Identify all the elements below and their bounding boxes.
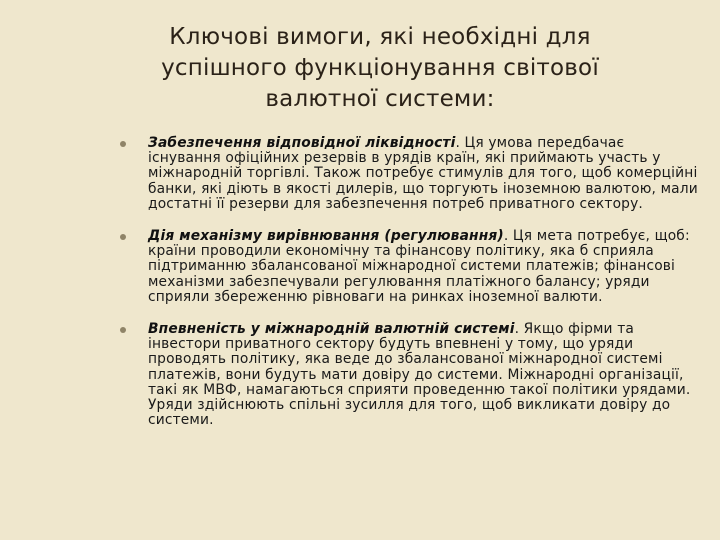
bullet-text: . Ця умова передбачає існування офіційних резервів в урядів країн, які приймають участь у міжнародній торгівлі. Також потребує стимулів для того, щоб комерційні банки, які діють в якості дилерів, що торгують іноземною валютою, мали достатні її резерви для забезпечення потреб приватного сектору.: [148, 135, 698, 212]
bullet-dot-icon: [120, 327, 126, 333]
slide-title: [120, 22, 640, 115]
slide-title-line: Ключові вимоги, які необхідні для: [169, 24, 591, 50]
bullet-list: [118, 136, 700, 445]
bullet-text: . Якщо фірми та інвестори приватного сектору будуть впевнені у тому, що уряди проводять політику, яка веде до збалансованої міжнародної системі платежів, вони будуть мати довіру до системи. Міжнародні організації, такі як МВФ, намагаються сприяти проведенню такої політики урядами. Уряди здійснюють спільні зусилля для того, щоб викликати довіру до системи.: [148, 321, 691, 429]
bullet-lead: Впевненість у міжнародній валютній системі: [148, 321, 515, 338]
bullet-lead: Забезпечення відповідної ліквідності: [148, 135, 456, 151]
bullet-dot-icon: [120, 141, 126, 147]
slide-title-line: валютної системи:: [265, 86, 495, 112]
slide-title-line: успішного функціонування світової: [161, 55, 599, 81]
bullet-lead: Дія механізму вирівнювання (регулювання): [148, 228, 504, 245]
bullet-item-liquidity: [118, 136, 700, 212]
bullet-item-adjustment: [118, 229, 700, 305]
bullet-item-confidence: [118, 322, 700, 428]
bullet-dot-icon: [120, 234, 126, 240]
bullet-text: . Ця мета потребує, щоб: країни проводили економічну та фінансову політику, яка б сприяла підтриманню збалансованої міжнародної системи платежів; фінансові механізми забезпечували регулювання платіжного балансу; уряди сприяли збереженню рівноваги на ринках іноземної валюти.: [148, 228, 690, 305]
